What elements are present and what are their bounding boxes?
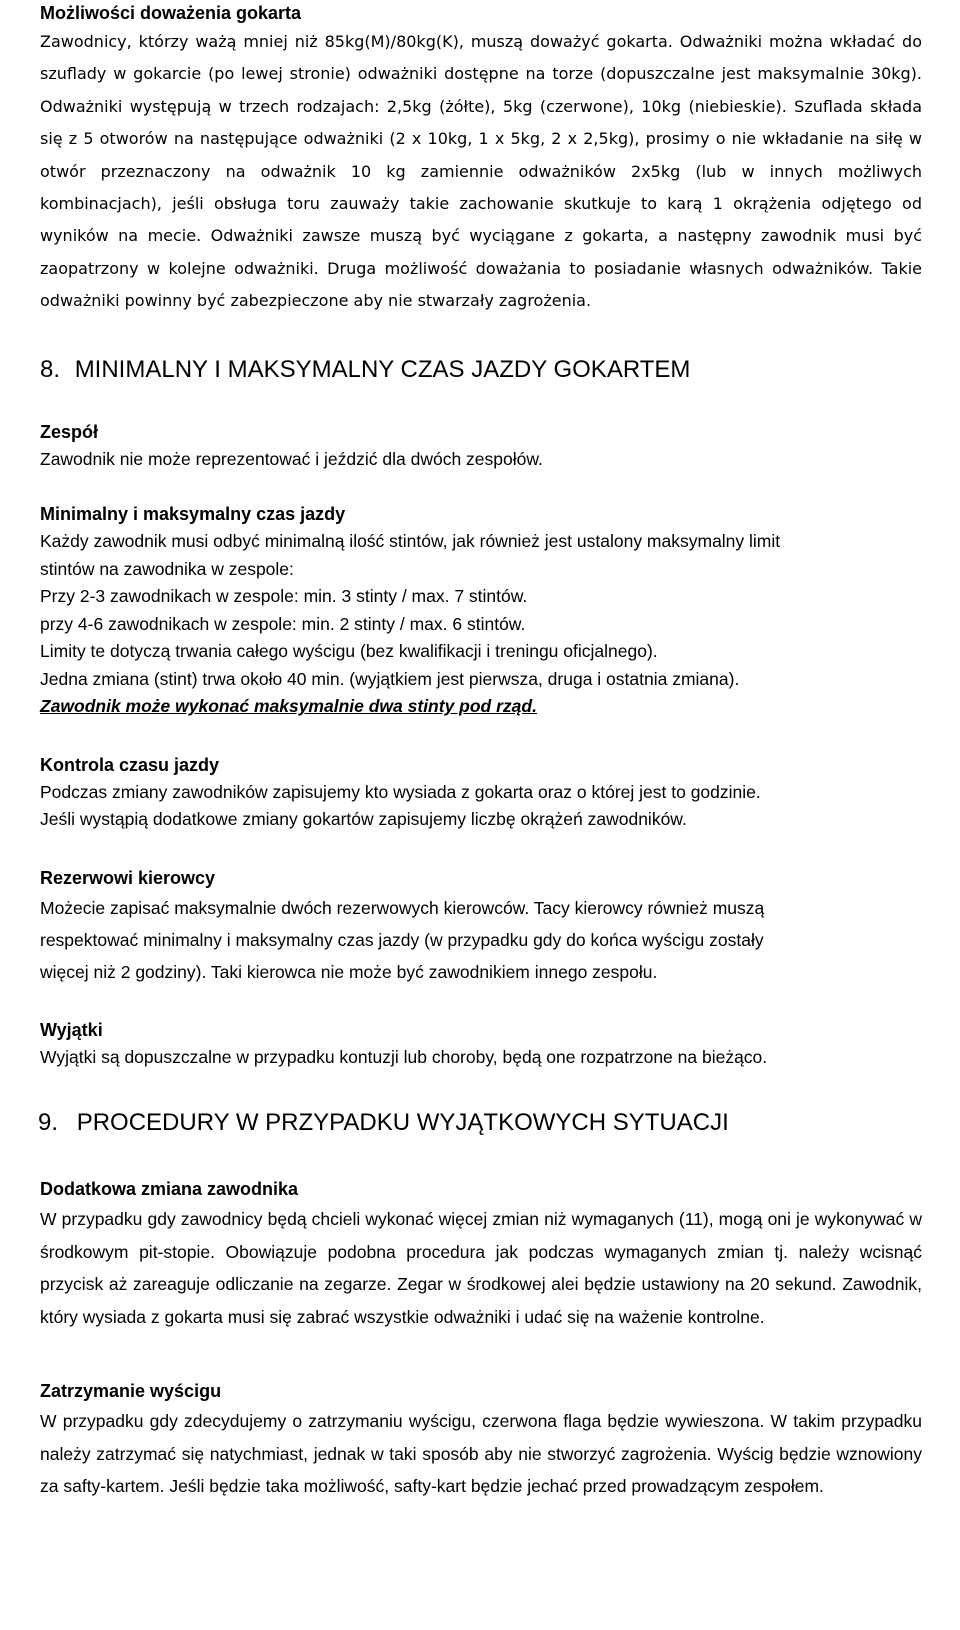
section-8-title xyxy=(40,354,922,386)
minmax-heading: Minimalny i maksymalny czas jazdy xyxy=(40,504,346,525)
control-line: Podczas zmiany zawodników zapisujemy kto wysiada z gokarta oraz o której jest to godzinie. xyxy=(40,781,761,802)
stop-heading: Zatrzymanie wyścigu xyxy=(40,1381,222,1402)
exceptions-text: Wyjątki są dopuszczalne w przypadku kontuzji lub choroby, będą one rozpatrzone na bieżąco. xyxy=(40,1046,768,1067)
weights-paragraph: Zawodnicy, którzy ważą mniej niż 85kg(M)/80kg(K), muszą doważyć gokarta. Odważniki można wkładać do szuflady w gokarcie (po lewej stronie) odważniki dostępne na torze (dopuszczalne jest maksymalnie 30kg). Odważniki występują w trzech rodzajach: 2,5kg (żółte), 5kg (czerwone), 10kg (niebieskie). Szuflada składa się z 5 otworów na następujące odważniki (2 x 10kg, 1 x 5kg, 2 x 2,5kg), prosimy o nie wkładanie na siłę w otwór przeznaczony na odważnik 10 kg zamiennie odważników 2x5kg (lub w innych możliwych kombinacjach), jeśli obsługa toru zauważy takie zachowanie skutkuje to karą 1 okrążenia odjętego od wyników na mecie. Odważniki zawsze muszą być wyciągane z gokarta, a następny zawodnik musi być zaopatrzony w kolejne odważniki. Druga możliwość doważania to posiadanie własnych odważników. Takie odważniki powinny być zabezpieczone aby nie stwarzały zagrożenia. xyxy=(40,32,922,311)
minmax-emphasis: Zawodnik może wykonać maksymalnie dwa stinty pod rząd. xyxy=(40,696,537,717)
weights-heading: Możliwości doważenia gokarta xyxy=(40,3,302,23)
minmax-line: stintów na zawodnika w zespole: xyxy=(40,558,294,579)
section-8-number: 8. xyxy=(40,355,61,383)
reserve-line: Możecie zapisać maksymalnie dwóch rezerwowych kierowców. Tacy kierowcy również muszą xyxy=(40,897,765,918)
section-9-title xyxy=(38,1107,922,1139)
minmax-line: Jedna zmiana (stint) trwa około 40 min. (wyjątkiem jest pierwsza, druga i ostatnia zmiana). xyxy=(40,668,740,689)
minmax-line: Przy 2-3 zawodnikach w zespole: min. 3 stinty / max. 7 stintów. xyxy=(40,586,528,607)
minmax-line: przy 4-6 zawodnikach w zespole: min. 2 stinty / max. 6 stintów. xyxy=(40,613,526,634)
team-heading: Zespół xyxy=(40,421,99,442)
reserve-line: respektować minimalny i maksymalny czas jazdy (w przypadku gdy do końca wyścigu zostały xyxy=(40,929,764,950)
reserve-lines xyxy=(40,892,922,988)
control-line: Jeśli wystąpią dodatkowe zmiany gokartów zapisujemy liczbę okrążeń zawodników. xyxy=(40,809,687,830)
section-8-title-text: MINIMALNY I MAKSYMALNY CZAS JAZDY GOKARTEM xyxy=(74,355,691,383)
reserve-heading: Rezerwowi kierowcy xyxy=(40,867,216,888)
section-9-number: 9. xyxy=(38,1109,59,1137)
extra-change-text: W przypadku gdy zawodnicy będą chcieli wykonać więcej zmian niż wymaganych (11), mogą oni je wykonywać w środkowym pit-stopie. Obowiązuje podobna procedura jak podczas wymaganych zmian tj. należy wcisnąć przycisk aż zareaguje odliczanie na zegarze. Zegar w środkowej alei będzie ustawiony na 20 sekund. Zawodnik, który wysiada z gokarta musi się zabrać wszystkie odważniki i udać się na ważenie kontrolne. xyxy=(40,1209,922,1327)
stop-text: W przypadku gdy zdecydujemy o zatrzymaniu wyścigu, czerwona flaga będzie wywieszona. W takim przypadku należy zatrzymać się natychmiast, jednak w taki sposób aby nie stworzyć zagrożenia. Wyścig będzie wznowiony za safty-kartem. Jeśli będzie taka możliwość, safty-kart będzie jechać przed prowadzącym zespołem. xyxy=(40,1411,922,1497)
reserve-line: więcej niż 2 godziny). Taki kierowca nie może być zawodnikiem innego zespołu. xyxy=(40,961,658,982)
minmax-line: Limity te dotyczą trwania całego wyścigu (bez kwalifikacji i treningu oficjalnego). xyxy=(40,641,658,662)
section-9-title-text: PROCEDURY W PRZYPADKU WYJĄTKOWYCH SYTUACJI xyxy=(76,1109,729,1137)
control-lines xyxy=(40,779,922,834)
minmax-line: Każdy zawodnik musi odbyć minimalną ilość stintów, jak również jest ustalony maksymalny limit xyxy=(40,531,781,552)
extra-change-heading: Dodatkowa zmiana zawodnika xyxy=(40,1179,299,1200)
control-heading: Kontrola czasu jazdy xyxy=(40,754,220,775)
team-text: Zawodnik nie może reprezentować i jeździć dla dwóch zespołów. xyxy=(40,448,543,469)
minmax-lines xyxy=(40,528,922,721)
exceptions-heading: Wyjątki xyxy=(40,1019,103,1040)
spacer xyxy=(40,318,922,354)
